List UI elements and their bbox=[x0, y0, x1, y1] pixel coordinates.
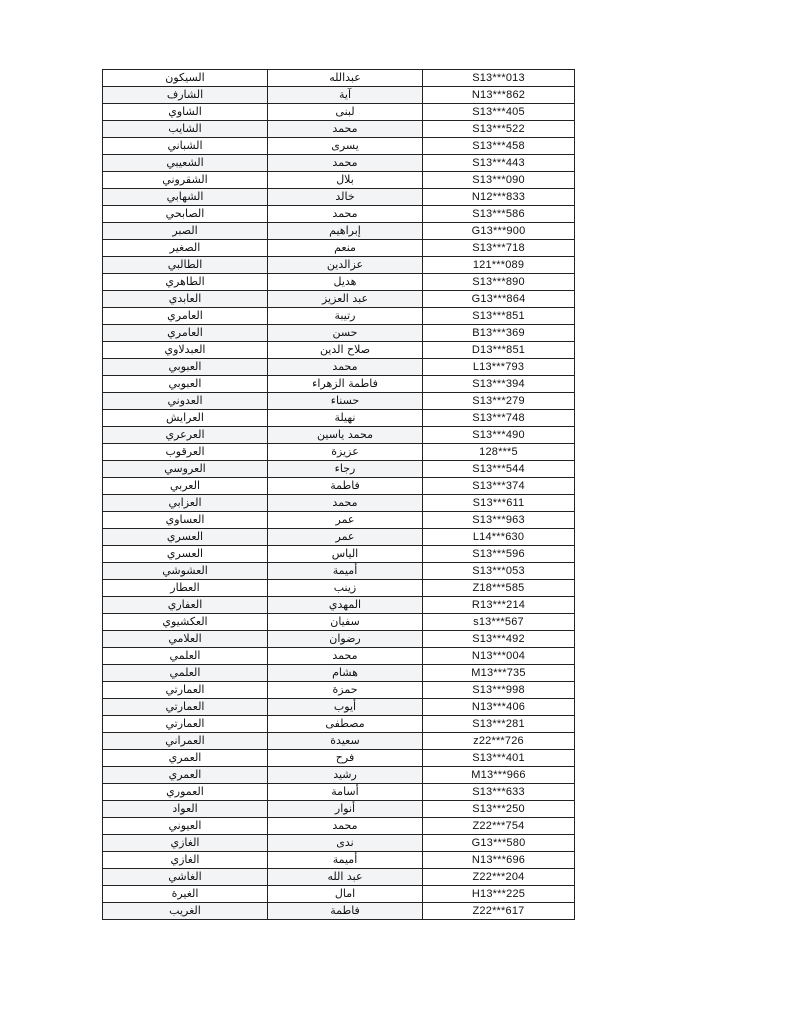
first-name-cell: إبراهيم bbox=[268, 223, 423, 240]
id-number-cell: Z22***204 bbox=[423, 869, 575, 886]
table-row bbox=[103, 427, 575, 444]
last-name-cell: الغريب bbox=[103, 903, 268, 920]
first-name-cell: بلال bbox=[268, 172, 423, 189]
last-name-cell: العرقوب bbox=[103, 444, 268, 461]
first-name-cell: عبد الله bbox=[268, 869, 423, 886]
first-name-cell: رتيبة bbox=[268, 308, 423, 325]
last-name-cell: العمارتي bbox=[103, 716, 268, 733]
first-name-cell: نهيلة bbox=[268, 410, 423, 427]
table-row bbox=[103, 138, 575, 155]
id-number-cell: S13***250 bbox=[423, 801, 575, 818]
last-name-cell: العموري bbox=[103, 784, 268, 801]
id-number-cell: D13***851 bbox=[423, 342, 575, 359]
table-row bbox=[103, 614, 575, 631]
id-number-cell: S13***633 bbox=[423, 784, 575, 801]
id-number-cell: S13***405 bbox=[423, 104, 575, 121]
first-name-cell: حمزة bbox=[268, 682, 423, 699]
id-number-cell: G13***864 bbox=[423, 291, 575, 308]
last-name-cell: العمارتي bbox=[103, 682, 268, 699]
id-number-cell: z22***726 bbox=[423, 733, 575, 750]
table-row bbox=[103, 682, 575, 699]
table-row bbox=[103, 767, 575, 784]
table-row bbox=[103, 529, 575, 546]
table-row bbox=[103, 495, 575, 512]
last-name-cell: الصابحي bbox=[103, 206, 268, 223]
table-row bbox=[103, 155, 575, 172]
first-name-cell: محمد bbox=[268, 818, 423, 835]
last-name-cell: العلمي bbox=[103, 665, 268, 682]
id-number-cell: N13***004 bbox=[423, 648, 575, 665]
last-name-cell: الغاشي bbox=[103, 869, 268, 886]
last-name-cell: العطار bbox=[103, 580, 268, 597]
table-row bbox=[103, 291, 575, 308]
id-number-cell: S13***544 bbox=[423, 461, 575, 478]
last-name-cell: الشباني bbox=[103, 138, 268, 155]
table-row bbox=[103, 546, 575, 563]
table-row bbox=[103, 886, 575, 903]
first-name-cell: يسرى bbox=[268, 138, 423, 155]
first-name-cell: عزالدين bbox=[268, 257, 423, 274]
last-name-cell: العشوشي bbox=[103, 563, 268, 580]
table-row bbox=[103, 325, 575, 342]
last-name-cell: العربي bbox=[103, 478, 268, 495]
table-row bbox=[103, 835, 575, 852]
names-table-body bbox=[103, 70, 575, 920]
first-name-cell: رشيد bbox=[268, 767, 423, 784]
id-number-cell: S13***522 bbox=[423, 121, 575, 138]
table-row bbox=[103, 206, 575, 223]
first-name-cell: حسن bbox=[268, 325, 423, 342]
first-name-cell: هشام bbox=[268, 665, 423, 682]
last-name-cell: العسري bbox=[103, 546, 268, 563]
first-name-cell: محمد bbox=[268, 648, 423, 665]
table-row bbox=[103, 444, 575, 461]
first-name-cell: محمد bbox=[268, 359, 423, 376]
last-name-cell: الصبر bbox=[103, 223, 268, 240]
id-number-cell: S13***279 bbox=[423, 393, 575, 410]
table-row bbox=[103, 172, 575, 189]
id-number-cell: S13***963 bbox=[423, 512, 575, 529]
id-number-cell: S13***443 bbox=[423, 155, 575, 172]
id-number-cell: N13***862 bbox=[423, 87, 575, 104]
last-name-cell: الغيرة bbox=[103, 886, 268, 903]
id-number-cell: S13***013 bbox=[423, 70, 575, 87]
first-name-cell: مصطفى bbox=[268, 716, 423, 733]
table-row bbox=[103, 665, 575, 682]
id-number-cell: Z18***585 bbox=[423, 580, 575, 597]
id-number-cell: S13***998 bbox=[423, 682, 575, 699]
first-name-cell: أميمة bbox=[268, 563, 423, 580]
table-row bbox=[103, 818, 575, 835]
last-name-cell: العروسي bbox=[103, 461, 268, 478]
id-number-cell: S13***586 bbox=[423, 206, 575, 223]
table-row bbox=[103, 104, 575, 121]
id-number-cell: S13***394 bbox=[423, 376, 575, 393]
first-name-cell: سفيان bbox=[268, 614, 423, 631]
last-name-cell: الشاوي bbox=[103, 104, 268, 121]
table-row bbox=[103, 648, 575, 665]
table-row bbox=[103, 563, 575, 580]
table-row bbox=[103, 240, 575, 257]
table-row bbox=[103, 512, 575, 529]
id-number-cell: G13***900 bbox=[423, 223, 575, 240]
id-number-cell: S13***890 bbox=[423, 274, 575, 291]
id-number-cell: S13***718 bbox=[423, 240, 575, 257]
last-name-cell: العلامي bbox=[103, 631, 268, 648]
first-name-cell: أيوب bbox=[268, 699, 423, 716]
last-name-cell: العمري bbox=[103, 767, 268, 784]
id-number-cell: S13***281 bbox=[423, 716, 575, 733]
last-name-cell: العامري bbox=[103, 308, 268, 325]
first-name-cell: عمر bbox=[268, 529, 423, 546]
first-name-cell: عمر bbox=[268, 512, 423, 529]
id-number-cell: B13***369 bbox=[423, 325, 575, 342]
table-row bbox=[103, 376, 575, 393]
last-name-cell: العكشيوي bbox=[103, 614, 268, 631]
first-name-cell: محمد bbox=[268, 155, 423, 172]
id-number-cell: Z22***754 bbox=[423, 818, 575, 835]
first-name-cell: أميمة bbox=[268, 852, 423, 869]
names-table bbox=[102, 69, 575, 920]
table-row bbox=[103, 716, 575, 733]
table-row bbox=[103, 597, 575, 614]
id-number-cell: S13***090 bbox=[423, 172, 575, 189]
last-name-cell: الشقروني bbox=[103, 172, 268, 189]
first-name-cell: امال bbox=[268, 886, 423, 903]
id-number-cell: S13***492 bbox=[423, 631, 575, 648]
last-name-cell: العزابي bbox=[103, 495, 268, 512]
last-name-cell: الصغير bbox=[103, 240, 268, 257]
last-name-cell: الشايب bbox=[103, 121, 268, 138]
id-number-cell: 121***089 bbox=[423, 257, 575, 274]
first-name-cell: صلاح الدين bbox=[268, 342, 423, 359]
table-row bbox=[103, 410, 575, 427]
last-name-cell: العساوي bbox=[103, 512, 268, 529]
last-name-cell: العبدلاوي bbox=[103, 342, 268, 359]
last-name-cell: العابدي bbox=[103, 291, 268, 308]
table-row bbox=[103, 121, 575, 138]
last-name-cell: العمارتي bbox=[103, 699, 268, 716]
table-row bbox=[103, 733, 575, 750]
first-name-cell: فاطمة bbox=[268, 478, 423, 495]
last-name-cell: العفاري bbox=[103, 597, 268, 614]
first-name-cell: الياس bbox=[268, 546, 423, 563]
last-name-cell: العيوني bbox=[103, 818, 268, 835]
first-name-cell: المهدي bbox=[268, 597, 423, 614]
first-name-cell: خالد bbox=[268, 189, 423, 206]
table-row bbox=[103, 478, 575, 495]
first-name-cell: عبدالله bbox=[268, 70, 423, 87]
id-number-cell: S13***374 bbox=[423, 478, 575, 495]
last-name-cell: الطالبي bbox=[103, 257, 268, 274]
last-name-cell: العبوبي bbox=[103, 359, 268, 376]
id-number-cell: S13***596 bbox=[423, 546, 575, 563]
last-name-cell: الشارف bbox=[103, 87, 268, 104]
last-name-cell: العمري bbox=[103, 750, 268, 767]
table-row bbox=[103, 852, 575, 869]
table-row bbox=[103, 631, 575, 648]
id-number-cell: S13***053 bbox=[423, 563, 575, 580]
id-number-cell: L13***793 bbox=[423, 359, 575, 376]
first-name-cell: زينب bbox=[268, 580, 423, 597]
first-name-cell: فرح bbox=[268, 750, 423, 767]
first-name-cell: محمد bbox=[268, 121, 423, 138]
table-row bbox=[103, 274, 575, 291]
last-name-cell: السيكون bbox=[103, 70, 268, 87]
last-name-cell: الغازي bbox=[103, 835, 268, 852]
first-name-cell: محمد bbox=[268, 206, 423, 223]
last-name-cell: العمراني bbox=[103, 733, 268, 750]
table-row bbox=[103, 869, 575, 886]
table-row bbox=[103, 801, 575, 818]
last-name-cell: العلمي bbox=[103, 648, 268, 665]
first-name-cell: فاطمة bbox=[268, 903, 423, 920]
first-name-cell: محمد bbox=[268, 495, 423, 512]
last-name-cell: العرعري bbox=[103, 427, 268, 444]
id-number-cell: S13***611 bbox=[423, 495, 575, 512]
first-name-cell: منعم bbox=[268, 240, 423, 257]
id-number-cell: S13***748 bbox=[423, 410, 575, 427]
id-number-cell: R13***214 bbox=[423, 597, 575, 614]
first-name-cell: آية bbox=[268, 87, 423, 104]
table-row bbox=[103, 87, 575, 104]
first-name-cell: ندى bbox=[268, 835, 423, 852]
first-name-cell: عبد العزيز bbox=[268, 291, 423, 308]
table-row bbox=[103, 223, 575, 240]
table-row bbox=[103, 699, 575, 716]
first-name-cell: لبنى bbox=[268, 104, 423, 121]
id-number-cell: S13***401 bbox=[423, 750, 575, 767]
id-number-cell: N13***406 bbox=[423, 699, 575, 716]
id-number-cell: Z22***617 bbox=[423, 903, 575, 920]
table-row bbox=[103, 903, 575, 920]
first-name-cell: حسناء bbox=[268, 393, 423, 410]
first-name-cell: هديل bbox=[268, 274, 423, 291]
id-number-cell: s13***567 bbox=[423, 614, 575, 631]
last-name-cell: العواد bbox=[103, 801, 268, 818]
table-row bbox=[103, 580, 575, 597]
id-number-cell: L14***630 bbox=[423, 529, 575, 546]
id-number-cell: 128***5 bbox=[423, 444, 575, 461]
id-number-cell: N12***833 bbox=[423, 189, 575, 206]
id-number-cell: M13***735 bbox=[423, 665, 575, 682]
table-row bbox=[103, 189, 575, 206]
table-row bbox=[103, 393, 575, 410]
table-row bbox=[103, 257, 575, 274]
last-name-cell: العسري bbox=[103, 529, 268, 546]
table-row bbox=[103, 70, 575, 87]
first-name-cell: محمد ياسين bbox=[268, 427, 423, 444]
id-number-cell: S13***458 bbox=[423, 138, 575, 155]
table-row bbox=[103, 461, 575, 478]
table-row bbox=[103, 784, 575, 801]
id-number-cell: H13***225 bbox=[423, 886, 575, 903]
last-name-cell: العامري bbox=[103, 325, 268, 342]
table-row bbox=[103, 750, 575, 767]
id-number-cell: M13***966 bbox=[423, 767, 575, 784]
first-name-cell: عزيزة bbox=[268, 444, 423, 461]
last-name-cell: العرايش bbox=[103, 410, 268, 427]
id-number-cell: S13***851 bbox=[423, 308, 575, 325]
last-name-cell: العدوني bbox=[103, 393, 268, 410]
id-number-cell: S13***490 bbox=[423, 427, 575, 444]
first-name-cell: أنوار bbox=[268, 801, 423, 818]
table-row bbox=[103, 308, 575, 325]
id-number-cell: N13***696 bbox=[423, 852, 575, 869]
last-name-cell: العبوبي bbox=[103, 376, 268, 393]
table-row bbox=[103, 342, 575, 359]
id-number-cell: G13***580 bbox=[423, 835, 575, 852]
last-name-cell: الشعيبي bbox=[103, 155, 268, 172]
last-name-cell: الطاهري bbox=[103, 274, 268, 291]
first-name-cell: رضوان bbox=[268, 631, 423, 648]
last-name-cell: الشهابي bbox=[103, 189, 268, 206]
last-name-cell: الغازي bbox=[103, 852, 268, 869]
first-name-cell: سعيدة bbox=[268, 733, 423, 750]
first-name-cell: رجاء bbox=[268, 461, 423, 478]
table-row bbox=[103, 359, 575, 376]
first-name-cell: فاطمة الزهراء bbox=[268, 376, 423, 393]
first-name-cell: أسامة bbox=[268, 784, 423, 801]
